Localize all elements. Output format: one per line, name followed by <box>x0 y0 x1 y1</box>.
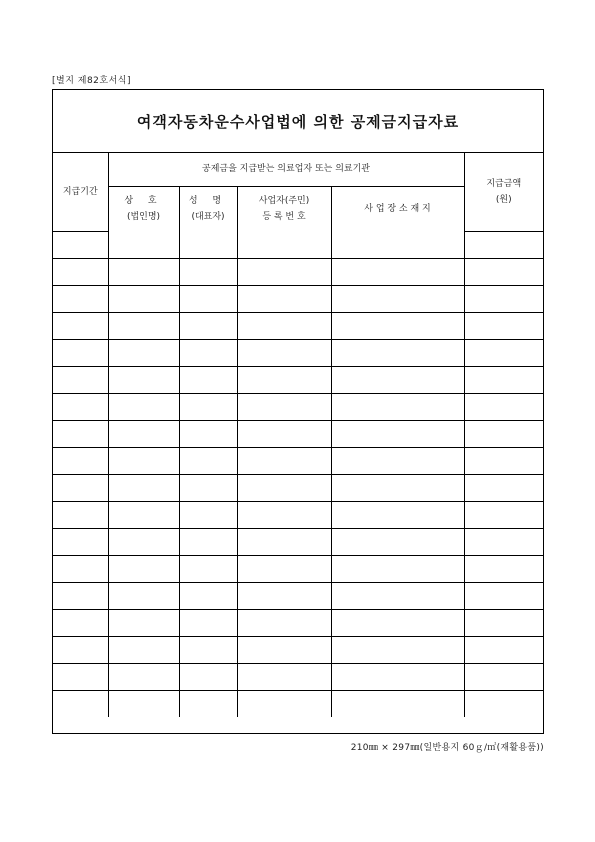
cell-business-registration[interactable] <box>237 447 331 474</box>
cell-period[interactable] <box>53 366 108 393</box>
cell-period[interactable] <box>53 312 108 339</box>
cell-amount[interactable] <box>464 447 543 474</box>
cell-name[interactable] <box>179 231 237 258</box>
header-trade-name: 상 호 (법인명) <box>108 186 179 231</box>
cell-business-registration[interactable] <box>237 555 331 582</box>
cell-name[interactable] <box>179 609 237 636</box>
cell-business-registration[interactable] <box>237 258 331 285</box>
cell-business-registration[interactable] <box>237 231 331 258</box>
cell-name[interactable] <box>179 663 237 690</box>
cell-name[interactable] <box>179 339 237 366</box>
cell-trade-name[interactable] <box>108 501 179 528</box>
cell-name[interactable] <box>179 393 237 420</box>
cell-address[interactable] <box>331 312 464 339</box>
cell-address[interactable] <box>331 690 464 717</box>
cell-address[interactable] <box>331 285 464 312</box>
cell-trade-name[interactable] <box>108 474 179 501</box>
header-address: 사 업 장 소 재 지 <box>331 186 464 231</box>
cell-address[interactable] <box>331 609 464 636</box>
cell-period[interactable] <box>53 339 108 366</box>
table-row <box>53 258 543 285</box>
cell-period[interactable] <box>53 609 108 636</box>
header-period: 지급기간 <box>53 153 108 231</box>
cell-address[interactable] <box>331 528 464 555</box>
cell-business-registration[interactable] <box>237 285 331 312</box>
cell-amount[interactable] <box>464 420 543 447</box>
cell-period[interactable] <box>53 690 108 717</box>
cell-trade-name[interactable] <box>108 690 179 717</box>
cell-amount[interactable] <box>464 339 543 366</box>
cell-business-registration[interactable] <box>237 582 331 609</box>
cell-period[interactable] <box>53 555 108 582</box>
cell-amount[interactable] <box>464 663 543 690</box>
cell-address[interactable] <box>331 393 464 420</box>
cell-trade-name[interactable] <box>108 609 179 636</box>
paper-spec-footer: 210㎜ × 297㎜(일반용지 60ｇ/㎡(재활용품)) <box>350 743 544 753</box>
table-row <box>53 555 543 582</box>
cell-address[interactable] <box>331 231 464 258</box>
cell-amount[interactable] <box>464 366 543 393</box>
cell-business-registration[interactable] <box>237 636 331 663</box>
cell-period[interactable] <box>53 285 108 312</box>
cell-trade-name[interactable] <box>108 339 179 366</box>
cell-amount[interactable] <box>464 231 543 258</box>
cell-address[interactable] <box>331 420 464 447</box>
title-box <box>53 90 543 153</box>
table-row <box>53 609 543 636</box>
cell-period[interactable] <box>53 420 108 447</box>
cell-business-registration[interactable] <box>237 528 331 555</box>
cell-name[interactable] <box>179 636 237 663</box>
table-body <box>53 231 543 717</box>
form-frame <box>52 89 544 734</box>
cell-name[interactable] <box>179 555 237 582</box>
cell-business-registration[interactable] <box>237 366 331 393</box>
cell-trade-name[interactable] <box>108 366 179 393</box>
cell-business-registration[interactable] <box>237 393 331 420</box>
cell-name[interactable] <box>179 258 237 285</box>
table-row <box>53 366 543 393</box>
cell-period[interactable] <box>53 393 108 420</box>
table-row <box>53 285 543 312</box>
cell-name[interactable] <box>179 447 237 474</box>
cell-name[interactable] <box>179 366 237 393</box>
table-header <box>53 153 543 231</box>
cell-name[interactable] <box>179 690 237 717</box>
cell-name[interactable] <box>179 582 237 609</box>
form-number: [별지 제82호서식] <box>52 76 131 86</box>
cell-amount[interactable] <box>464 501 543 528</box>
payment-table <box>53 153 543 717</box>
cell-business-registration[interactable] <box>237 474 331 501</box>
cell-amount[interactable] <box>464 582 543 609</box>
cell-address[interactable] <box>331 555 464 582</box>
cell-trade-name[interactable] <box>108 582 179 609</box>
cell-period[interactable] <box>53 447 108 474</box>
table-row <box>53 474 543 501</box>
cell-period[interactable] <box>53 582 108 609</box>
cell-business-registration[interactable] <box>237 312 331 339</box>
cell-business-registration[interactable] <box>237 501 331 528</box>
cell-trade-name[interactable] <box>108 285 179 312</box>
cell-name[interactable] <box>179 420 237 447</box>
cell-trade-name[interactable] <box>108 420 179 447</box>
cell-period[interactable] <box>53 231 108 258</box>
cell-business-registration[interactable] <box>237 339 331 366</box>
cell-business-registration[interactable] <box>237 690 331 717</box>
table-row <box>53 312 543 339</box>
table-row <box>53 690 543 717</box>
cell-name[interactable] <box>179 501 237 528</box>
cell-amount[interactable] <box>464 285 543 312</box>
cell-amount[interactable] <box>464 690 543 717</box>
cell-period[interactable] <box>53 636 108 663</box>
cell-trade-name[interactable] <box>108 312 179 339</box>
cell-amount[interactable] <box>464 555 543 582</box>
cell-name[interactable] <box>179 528 237 555</box>
header-business-registration: 사업자(주민) 등 록 번 호 <box>237 186 331 231</box>
cell-address[interactable] <box>331 636 464 663</box>
cell-trade-name[interactable] <box>108 258 179 285</box>
cell-amount[interactable] <box>464 528 543 555</box>
cell-amount[interactable] <box>464 636 543 663</box>
cell-amount[interactable] <box>464 393 543 420</box>
cell-amount[interactable] <box>464 312 543 339</box>
cell-trade-name[interactable] <box>108 663 179 690</box>
cell-amount[interactable] <box>464 258 543 285</box>
cell-period[interactable] <box>53 474 108 501</box>
cell-address[interactable] <box>331 447 464 474</box>
table-row <box>53 582 543 609</box>
cell-address[interactable] <box>331 663 464 690</box>
cell-name[interactable] <box>179 474 237 501</box>
table-row <box>53 636 543 663</box>
cell-trade-name[interactable] <box>108 231 179 258</box>
cell-business-registration[interactable] <box>237 609 331 636</box>
table-row <box>53 663 543 690</box>
table-row <box>53 447 543 474</box>
cell-period[interactable] <box>53 258 108 285</box>
cell-address[interactable] <box>331 501 464 528</box>
table-row <box>53 393 543 420</box>
header-name: 성 명 (대표자) <box>179 186 237 231</box>
cell-trade-name[interactable] <box>108 447 179 474</box>
cell-trade-name[interactable] <box>108 528 179 555</box>
cell-address[interactable] <box>331 258 464 285</box>
table-row <box>53 339 543 366</box>
header-amount: 지급금액 (원) <box>464 153 543 231</box>
cell-period[interactable] <box>53 528 108 555</box>
cell-name[interactable] <box>179 285 237 312</box>
header-recipient-group: 공제금을 지급받는 의료업자 또는 의료기관 <box>108 153 464 186</box>
cell-address[interactable] <box>331 366 464 393</box>
cell-period[interactable] <box>53 501 108 528</box>
cell-name[interactable] <box>179 312 237 339</box>
cell-amount[interactable] <box>464 609 543 636</box>
cell-address[interactable] <box>331 474 464 501</box>
cell-trade-name[interactable] <box>108 555 179 582</box>
table-row <box>53 231 543 258</box>
cell-period[interactable] <box>53 663 108 690</box>
table-row <box>53 420 543 447</box>
cell-business-registration[interactable] <box>237 663 331 690</box>
cell-address[interactable] <box>331 339 464 366</box>
cell-amount[interactable] <box>464 474 543 501</box>
cell-trade-name[interactable] <box>108 636 179 663</box>
table-row <box>53 528 543 555</box>
form-title: 여객자동차운수사업법에 의한 공제금지급자료 <box>136 112 460 131</box>
cell-business-registration[interactable] <box>237 420 331 447</box>
cell-trade-name[interactable] <box>108 393 179 420</box>
cell-address[interactable] <box>331 582 464 609</box>
table-row <box>53 501 543 528</box>
